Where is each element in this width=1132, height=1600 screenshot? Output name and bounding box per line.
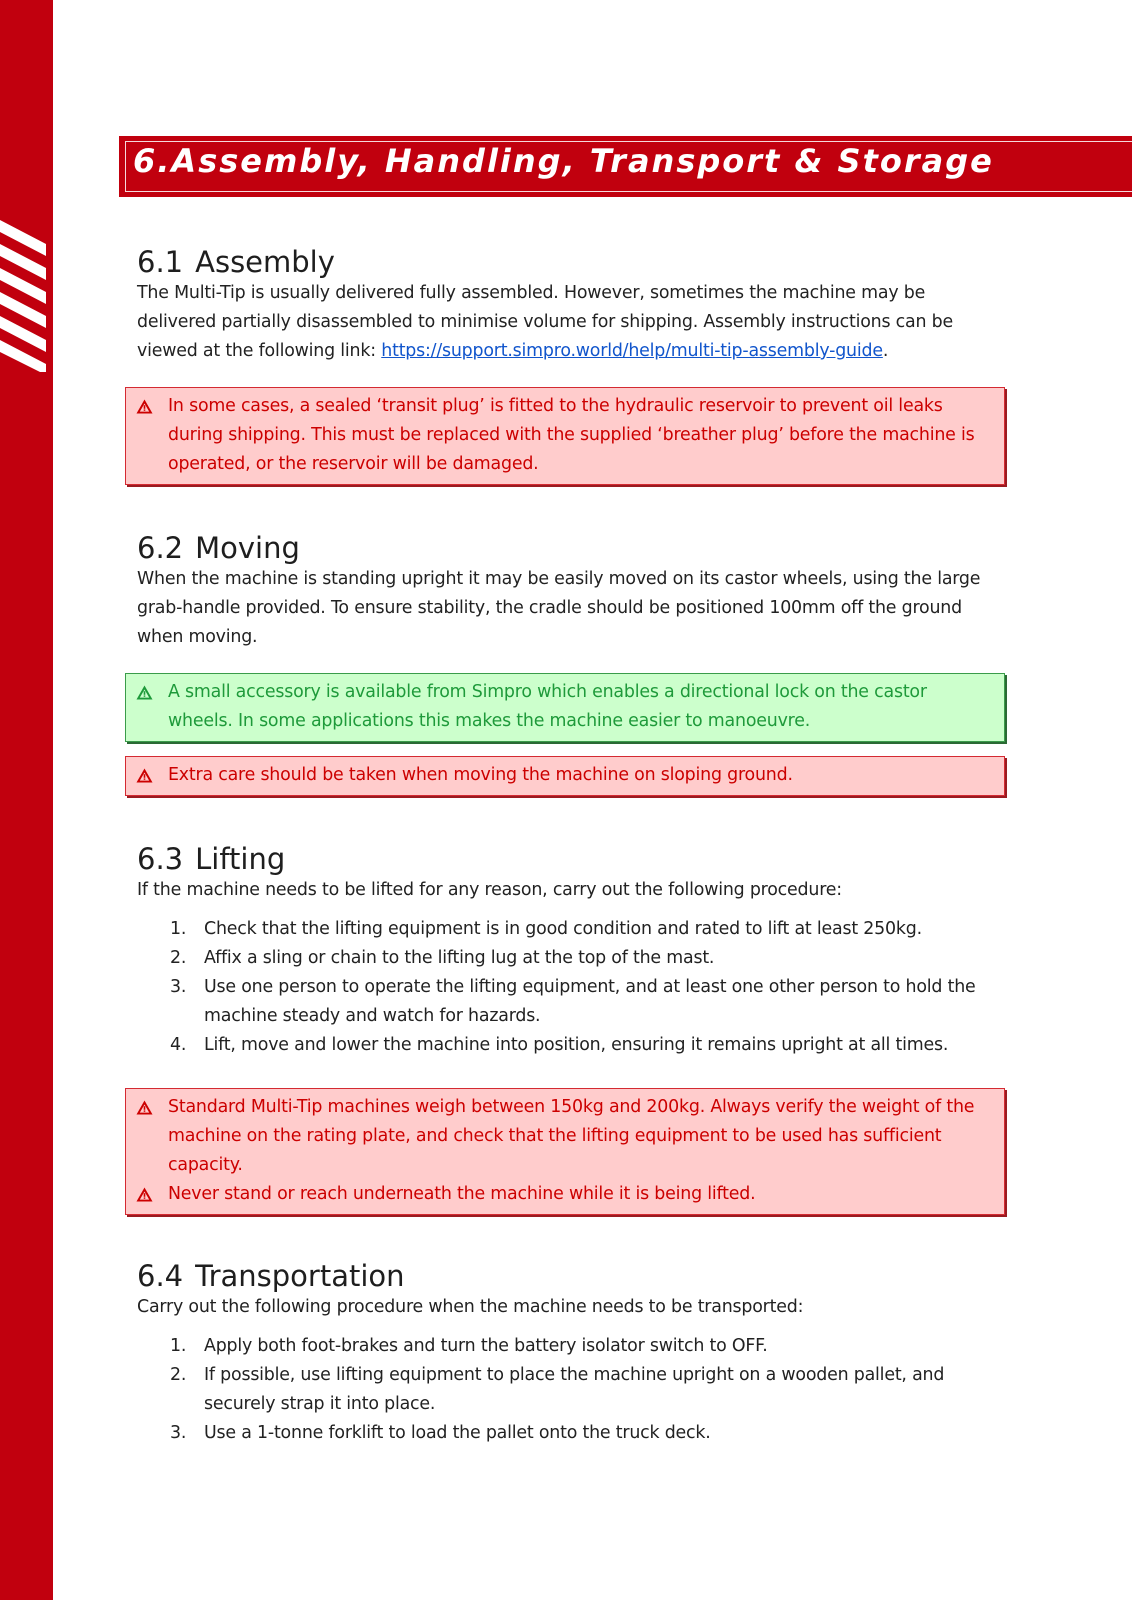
section-assembly — [137, 244, 997, 366]
section-moving — [137, 530, 997, 652]
section-intro: Carry out the following procedure when the machine needs to be transported: — [137, 1297, 804, 1317]
warning-triangle-icon — [136, 685, 153, 700]
tip-item: A small accessory is available from Simpro which enables a directional lock on the castor wheels. In some applications this makes the machine easier to manoeuvre. — [136, 678, 990, 736]
warning-callout-transit-plug — [125, 387, 1005, 485]
warning-callout-sloping-ground — [125, 756, 1005, 796]
list-item: 2. If possible, use lifting equipment to place the machine upright on a wooden pallet, and securely strap it into place. — [170, 1365, 945, 1414]
section-heading: 6.2 Moving — [137, 531, 300, 565]
diagonal-stripes-decoration — [0, 212, 46, 372]
warning-triangle-icon — [136, 768, 153, 783]
warning-item: In some cases, a sealed ‘transit plug’ is fitted to the hydraulic reservoir to prevent oil leaks during shipping. This must be replaced with the supplied ‘breather plug’ before the machine is operated, or the reservoir will be damaged. — [136, 392, 990, 479]
section-transportation — [137, 1258, 997, 1448]
warning-triangle-icon — [136, 1187, 153, 1202]
warning-triangle-icon — [136, 399, 153, 414]
list-item: 1. Check that the lifting equipment is in good condition and rated to lift at least 250kg. — [170, 919, 922, 939]
warning-item: Extra care should be taken when moving the machine on sloping ground. — [136, 761, 990, 790]
section-intro: If the machine needs to be lifted for any reason, carry out the following procedure: — [137, 880, 842, 900]
tip-callout-directional-lock — [125, 673, 1005, 742]
warning-item: Never stand or reach underneath the machine while it is being lifted. — [136, 1180, 990, 1209]
warning-callout-lifting — [125, 1088, 1005, 1215]
section-lifting — [137, 841, 997, 1060]
lifting-steps-list — [137, 915, 997, 1060]
warning-triangle-icon — [136, 1100, 153, 1115]
list-item: 4. Lift, move and lower the machine into position, ensuring it remains upright at all times. — [170, 1035, 949, 1055]
section-heading: 6.3 Lifting — [137, 842, 286, 876]
chapter-header — [119, 136, 1132, 197]
list-item: 3. Use one person to operate the lifting equipment, and at least one other person to hold the machine steady and watch for hazards. — [170, 977, 976, 1026]
section-heading: 6.1 Assembly — [137, 245, 335, 279]
section-heading: 6.4 Transportation — [137, 1259, 405, 1293]
list-item: 1. Apply both foot-brakes and turn the battery isolator switch to OFF. — [170, 1336, 768, 1356]
section-body: The Multi-Tip is usually delivered fully assembled. However, sometimes the machine may be delivered partially disassembled to minimise volume for shipping. Assembly instructions can be viewed at the following link: https://support.simpro.world/help/multi-tip-assembly-guide. — [137, 283, 953, 361]
assembly-guide-link[interactable]: https://support.simpro.world/help/multi-tip-assembly-guide — [381, 341, 883, 361]
section-body: When the machine is standing upright it may be easily moved on its castor wheels, using the large grab-handle provided. To ensure stability, the cradle should be positioned 100mm off the ground when moving. — [137, 569, 981, 647]
warning-item: Standard Multi-Tip machines weigh between 150kg and 200kg. Always verify the weight of the machine on the rating plate, and check that the lifting equipment to be used has sufficient capacity. — [136, 1093, 990, 1180]
chapter-title: 6.Assembly, Handling, Transport & Storage — [133, 142, 994, 180]
list-item: 3. Use a 1-tonne forklift to load the pallet onto the truck deck. — [170, 1423, 711, 1443]
list-item: 2. Affix a sling or chain to the lifting lug at the top of the mast. — [170, 948, 715, 968]
transport-steps-list — [137, 1332, 997, 1448]
